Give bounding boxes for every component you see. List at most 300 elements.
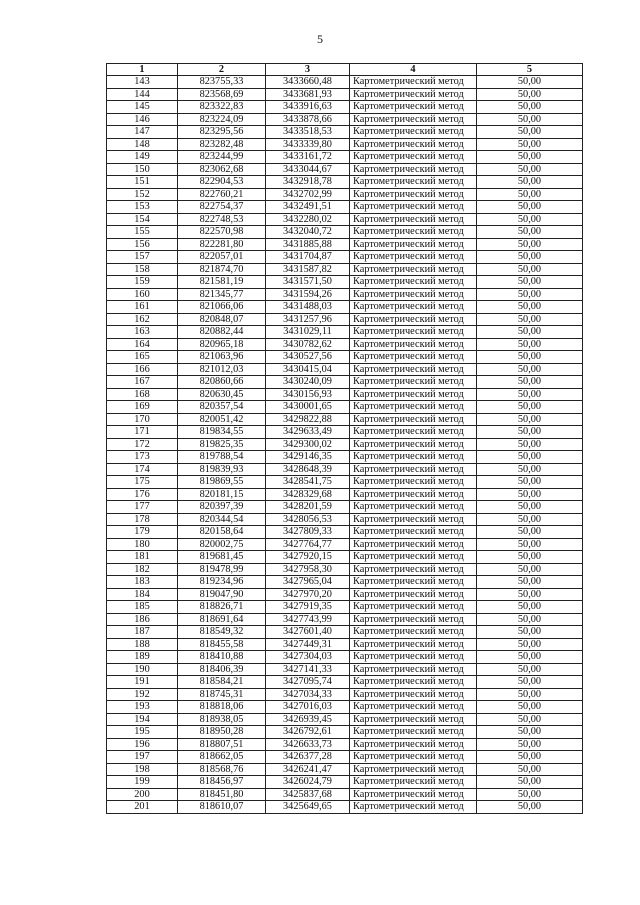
y-coordinate: 3430001,65 <box>266 401 350 414</box>
accuracy-cell: 50,00 <box>477 126 583 139</box>
accuracy-cell: 50,00 <box>477 451 583 464</box>
table-row <box>107 188 583 201</box>
method-cell: Картометрический метод <box>350 251 477 264</box>
x-coordinate: 819478,99 <box>178 563 266 576</box>
accuracy-cell: 50,00 <box>477 463 583 476</box>
method-cell: Картометрический метод <box>350 788 477 801</box>
method-cell: Картометрический метод <box>350 401 477 414</box>
x-coordinate: 819834,55 <box>178 426 266 439</box>
accuracy-cell: 50,00 <box>477 751 583 764</box>
y-coordinate: 3431029,11 <box>266 326 350 339</box>
y-coordinate: 3431704,87 <box>266 251 350 264</box>
method-cell: Картометрический метод <box>350 101 477 114</box>
y-coordinate: 3427743,99 <box>266 613 350 626</box>
accuracy-cell: 50,00 <box>477 88 583 101</box>
method-cell: Картометрический метод <box>350 688 477 701</box>
method-cell: Картометрический метод <box>350 426 477 439</box>
table-row <box>107 488 583 501</box>
y-coordinate: 3431594,26 <box>266 288 350 301</box>
accuracy-cell: 50,00 <box>477 351 583 364</box>
point-number: 144 <box>107 88 178 101</box>
table-row <box>107 351 583 364</box>
table-row <box>107 226 583 239</box>
point-number: 195 <box>107 726 178 739</box>
point-number: 173 <box>107 451 178 464</box>
method-cell: Картометрический метод <box>350 138 477 151</box>
header-col-5: 5 <box>477 64 583 76</box>
point-number: 199 <box>107 776 178 789</box>
x-coordinate: 822754,37 <box>178 201 266 214</box>
method-cell: Картометрический метод <box>350 88 477 101</box>
x-coordinate: 823282,48 <box>178 138 266 151</box>
y-coordinate: 3427920,15 <box>266 551 350 564</box>
x-coordinate: 819234,96 <box>178 576 266 589</box>
method-cell: Картометрический метод <box>350 176 477 189</box>
method-cell: Картометрический метод <box>350 476 477 489</box>
point-number: 196 <box>107 738 178 751</box>
y-coordinate: 3431587,82 <box>266 263 350 276</box>
method-cell: Картометрический метод <box>350 713 477 726</box>
table-row <box>107 251 583 264</box>
point-number: 145 <box>107 101 178 114</box>
y-coordinate: 3427965,04 <box>266 576 350 589</box>
method-cell: Картометрический метод <box>350 613 477 626</box>
x-coordinate: 820965,18 <box>178 338 266 351</box>
accuracy-cell: 50,00 <box>477 326 583 339</box>
accuracy-cell: 50,00 <box>477 551 583 564</box>
table-row <box>107 363 583 376</box>
point-number: 191 <box>107 676 178 689</box>
y-coordinate: 3428648,39 <box>266 463 350 476</box>
method-cell: Картометрический метод <box>350 576 477 589</box>
accuracy-cell: 50,00 <box>477 488 583 501</box>
point-number: 190 <box>107 663 178 676</box>
table-row <box>107 238 583 251</box>
method-cell: Картометрический метод <box>350 376 477 389</box>
point-number: 148 <box>107 138 178 151</box>
table-row <box>107 651 583 664</box>
x-coordinate: 821012,03 <box>178 363 266 376</box>
y-coordinate: 3432702,99 <box>266 188 350 201</box>
accuracy-cell: 50,00 <box>477 138 583 151</box>
accuracy-cell: 50,00 <box>477 188 583 201</box>
method-cell: Картометрический метод <box>350 226 477 239</box>
y-coordinate: 3426024,79 <box>266 776 350 789</box>
method-cell: Картометрический метод <box>350 501 477 514</box>
method-cell: Картометрический метод <box>350 488 477 501</box>
table-row <box>107 213 583 226</box>
point-number: 147 <box>107 126 178 139</box>
table-row <box>107 563 583 576</box>
point-number: 182 <box>107 563 178 576</box>
y-coordinate: 3433878,66 <box>266 113 350 126</box>
y-coordinate: 3431257,96 <box>266 313 350 326</box>
x-coordinate: 818584,21 <box>178 676 266 689</box>
y-coordinate: 3431571,50 <box>266 276 350 289</box>
y-coordinate: 3432918,78 <box>266 176 350 189</box>
method-cell: Картометрический метод <box>350 76 477 89</box>
point-number: 177 <box>107 501 178 514</box>
table-row <box>107 276 583 289</box>
accuracy-cell: 50,00 <box>477 776 583 789</box>
accuracy-cell: 50,00 <box>477 301 583 314</box>
accuracy-cell: 50,00 <box>477 151 583 164</box>
x-coordinate: 821345,77 <box>178 288 266 301</box>
point-number: 164 <box>107 338 178 351</box>
point-number: 155 <box>107 226 178 239</box>
accuracy-cell: 50,00 <box>477 501 583 514</box>
method-cell: Картометрический метод <box>350 188 477 201</box>
accuracy-cell: 50,00 <box>477 163 583 176</box>
x-coordinate: 820882,44 <box>178 326 266 339</box>
point-number: 151 <box>107 176 178 189</box>
point-number: 187 <box>107 626 178 639</box>
x-coordinate: 818807,51 <box>178 738 266 751</box>
method-cell: Картометрический метод <box>350 238 477 251</box>
header-row <box>107 64 583 76</box>
table-row <box>107 101 583 114</box>
accuracy-cell: 50,00 <box>477 263 583 276</box>
method-cell: Картометрический метод <box>350 526 477 539</box>
accuracy-cell: 50,00 <box>477 513 583 526</box>
table-header <box>107 64 583 76</box>
x-coordinate: 823244,99 <box>178 151 266 164</box>
method-cell: Картометрический метод <box>350 413 477 426</box>
x-coordinate: 818950,28 <box>178 726 266 739</box>
x-coordinate: 818745,31 <box>178 688 266 701</box>
accuracy-cell: 50,00 <box>477 276 583 289</box>
accuracy-cell: 50,00 <box>477 338 583 351</box>
point-number: 189 <box>107 651 178 664</box>
point-number: 197 <box>107 751 178 764</box>
x-coordinate: 820397,39 <box>178 501 266 514</box>
table-row <box>107 738 583 751</box>
point-number: 156 <box>107 238 178 251</box>
method-cell: Картометрический метод <box>350 126 477 139</box>
y-coordinate: 3433681,93 <box>266 88 350 101</box>
x-coordinate: 822748,53 <box>178 213 266 226</box>
table-row <box>107 476 583 489</box>
page-number: 5 <box>317 32 323 46</box>
accuracy-cell: 50,00 <box>477 801 583 814</box>
y-coordinate: 3427016,03 <box>266 701 350 714</box>
x-coordinate: 821063,96 <box>178 351 266 364</box>
method-cell: Картометрический метод <box>350 263 477 276</box>
point-number: 166 <box>107 363 178 376</box>
method-cell: Картометрический метод <box>350 463 477 476</box>
point-number: 175 <box>107 476 178 489</box>
point-number: 183 <box>107 576 178 589</box>
method-cell: Картометрический метод <box>350 726 477 739</box>
accuracy-cell: 50,00 <box>477 476 583 489</box>
x-coordinate: 823224,09 <box>178 113 266 126</box>
table-row <box>107 663 583 676</box>
table-row <box>107 163 583 176</box>
table-row <box>107 126 583 139</box>
table-row <box>107 438 583 451</box>
x-coordinate: 819788,54 <box>178 451 266 464</box>
point-number: 163 <box>107 326 178 339</box>
y-coordinate: 3430527,56 <box>266 351 350 364</box>
y-coordinate: 3431488,03 <box>266 301 350 314</box>
y-coordinate: 3433518,53 <box>266 126 350 139</box>
method-cell: Картометрический метод <box>350 738 477 751</box>
point-number: 172 <box>107 438 178 451</box>
point-number: 152 <box>107 188 178 201</box>
x-coordinate: 818455,58 <box>178 638 266 651</box>
table-row <box>107 451 583 464</box>
method-cell: Картометрический метод <box>350 626 477 639</box>
method-cell: Картометрический метод <box>350 451 477 464</box>
y-coordinate: 3426792,61 <box>266 726 350 739</box>
x-coordinate: 821066,06 <box>178 301 266 314</box>
accuracy-cell: 50,00 <box>477 576 583 589</box>
table-row <box>107 426 583 439</box>
y-coordinate: 3425649,65 <box>266 801 350 814</box>
method-cell: Картометрический метод <box>350 763 477 776</box>
y-coordinate: 3426633,73 <box>266 738 350 751</box>
x-coordinate: 823295,56 <box>178 126 266 139</box>
x-coordinate: 821581,19 <box>178 276 266 289</box>
accuracy-cell: 50,00 <box>477 601 583 614</box>
y-coordinate: 3429300,02 <box>266 438 350 451</box>
point-number: 176 <box>107 488 178 501</box>
x-coordinate: 818406,39 <box>178 663 266 676</box>
y-coordinate: 3430156,93 <box>266 388 350 401</box>
y-coordinate: 3427304,03 <box>266 651 350 664</box>
point-number: 153 <box>107 201 178 214</box>
table-row <box>107 113 583 126</box>
x-coordinate: 823322,83 <box>178 101 266 114</box>
table-row <box>107 138 583 151</box>
x-coordinate: 820158,64 <box>178 526 266 539</box>
accuracy-cell: 50,00 <box>477 638 583 651</box>
accuracy-cell: 50,00 <box>477 651 583 664</box>
point-number: 170 <box>107 413 178 426</box>
y-coordinate: 3427919,35 <box>266 601 350 614</box>
method-cell: Картометрический метод <box>350 601 477 614</box>
method-cell: Картометрический метод <box>350 701 477 714</box>
x-coordinate: 818938,05 <box>178 713 266 726</box>
method-cell: Картометрический метод <box>350 301 477 314</box>
x-coordinate: 818568,76 <box>178 763 266 776</box>
x-coordinate: 823755,33 <box>178 76 266 89</box>
x-coordinate: 818818,06 <box>178 701 266 714</box>
table-row <box>107 401 583 414</box>
point-number: 192 <box>107 688 178 701</box>
method-cell: Картометрический метод <box>350 163 477 176</box>
point-number: 143 <box>107 76 178 89</box>
point-number: 185 <box>107 601 178 614</box>
x-coordinate: 822904,53 <box>178 176 266 189</box>
header-col-3: 3 <box>266 64 350 76</box>
method-cell: Картометрический метод <box>350 638 477 651</box>
x-coordinate: 819839,93 <box>178 463 266 476</box>
y-coordinate: 3427764,77 <box>266 538 350 551</box>
point-number: 186 <box>107 613 178 626</box>
table-row <box>107 201 583 214</box>
point-number: 198 <box>107 763 178 776</box>
x-coordinate: 819681,45 <box>178 551 266 564</box>
accuracy-cell: 50,00 <box>477 313 583 326</box>
table-row <box>107 763 583 776</box>
accuracy-cell: 50,00 <box>477 101 583 114</box>
accuracy-cell: 50,00 <box>477 251 583 264</box>
method-cell: Картометрический метод <box>350 588 477 601</box>
point-number: 184 <box>107 588 178 601</box>
y-coordinate: 3430415,04 <box>266 363 350 376</box>
point-number: 159 <box>107 276 178 289</box>
y-coordinate: 3433916,63 <box>266 101 350 114</box>
table-row <box>107 513 583 526</box>
method-cell: Картометрический метод <box>350 538 477 551</box>
y-coordinate: 3429633,49 <box>266 426 350 439</box>
y-coordinate: 3433044,67 <box>266 163 350 176</box>
accuracy-cell: 50,00 <box>477 701 583 714</box>
accuracy-cell: 50,00 <box>477 213 583 226</box>
table-row <box>107 313 583 326</box>
table-row <box>107 601 583 614</box>
x-coordinate: 820848,07 <box>178 313 266 326</box>
table-row <box>107 638 583 651</box>
accuracy-cell: 50,00 <box>477 726 583 739</box>
x-coordinate: 818451,80 <box>178 788 266 801</box>
x-coordinate: 820051,42 <box>178 413 266 426</box>
table-row <box>107 701 583 714</box>
point-number: 200 <box>107 788 178 801</box>
table-row <box>107 288 583 301</box>
point-number: 146 <box>107 113 178 126</box>
point-number: 201 <box>107 801 178 814</box>
accuracy-cell: 50,00 <box>477 438 583 451</box>
point-number: 194 <box>107 713 178 726</box>
header-col-1: 1 <box>107 64 178 76</box>
table-row <box>107 801 583 814</box>
y-coordinate: 3430240,09 <box>266 376 350 389</box>
method-cell: Картометрический метод <box>350 288 477 301</box>
point-number: 161 <box>107 301 178 314</box>
x-coordinate: 818549,32 <box>178 626 266 639</box>
x-coordinate: 819869,55 <box>178 476 266 489</box>
method-cell: Картометрический метод <box>350 201 477 214</box>
accuracy-cell: 50,00 <box>477 676 583 689</box>
table-row <box>107 788 583 801</box>
x-coordinate: 822057,01 <box>178 251 266 264</box>
y-coordinate: 3427034,33 <box>266 688 350 701</box>
method-cell: Картометрический метод <box>350 388 477 401</box>
point-number: 188 <box>107 638 178 651</box>
method-cell: Картометрический метод <box>350 776 477 789</box>
y-coordinate: 3431885,88 <box>266 238 350 251</box>
y-coordinate: 3428541,75 <box>266 476 350 489</box>
point-number: 178 <box>107 513 178 526</box>
method-cell: Картометрический метод <box>350 276 477 289</box>
table-row <box>107 326 583 339</box>
method-cell: Картометрический метод <box>350 551 477 564</box>
point-number: 158 <box>107 263 178 276</box>
x-coordinate: 823568,69 <box>178 88 266 101</box>
table-row <box>107 413 583 426</box>
y-coordinate: 3432491,51 <box>266 201 350 214</box>
y-coordinate: 3426939,45 <box>266 713 350 726</box>
table-row <box>107 776 583 789</box>
x-coordinate: 820860,66 <box>178 376 266 389</box>
accuracy-cell: 50,00 <box>477 376 583 389</box>
y-coordinate: 3426377,28 <box>266 751 350 764</box>
method-cell: Картометрический метод <box>350 438 477 451</box>
accuracy-cell: 50,00 <box>477 588 583 601</box>
y-coordinate: 3427601,40 <box>266 626 350 639</box>
y-coordinate: 3433161,72 <box>266 151 350 164</box>
method-cell: Картометрический метод <box>350 651 477 664</box>
x-coordinate: 820002,75 <box>178 538 266 551</box>
point-number: 174 <box>107 463 178 476</box>
table-row <box>107 301 583 314</box>
header-col-4: 4 <box>350 64 477 76</box>
table-row <box>107 463 583 476</box>
x-coordinate: 823062,68 <box>178 163 266 176</box>
accuracy-cell: 50,00 <box>477 788 583 801</box>
x-coordinate: 818826,71 <box>178 601 266 614</box>
x-coordinate: 822281,80 <box>178 238 266 251</box>
method-cell: Картометрический метод <box>350 351 477 364</box>
method-cell: Картометрический метод <box>350 326 477 339</box>
point-number: 154 <box>107 213 178 226</box>
x-coordinate: 818456,97 <box>178 776 266 789</box>
x-coordinate: 822760,21 <box>178 188 266 201</box>
x-coordinate: 819825,35 <box>178 438 266 451</box>
x-coordinate: 818610,07 <box>178 801 266 814</box>
x-coordinate: 819047,90 <box>178 588 266 601</box>
point-number: 149 <box>107 151 178 164</box>
accuracy-cell: 50,00 <box>477 688 583 701</box>
x-coordinate: 820357,54 <box>178 401 266 414</box>
point-number: 179 <box>107 526 178 539</box>
method-cell: Картометрический метод <box>350 801 477 814</box>
point-number: 168 <box>107 388 178 401</box>
method-cell: Картометрический метод <box>350 313 477 326</box>
y-coordinate: 3428056,53 <box>266 513 350 526</box>
accuracy-cell: 50,00 <box>477 401 583 414</box>
accuracy-cell: 50,00 <box>477 238 583 251</box>
point-number: 157 <box>107 251 178 264</box>
accuracy-cell: 50,00 <box>477 413 583 426</box>
table-row <box>107 726 583 739</box>
y-coordinate: 3430782,62 <box>266 338 350 351</box>
point-number: 150 <box>107 163 178 176</box>
y-coordinate: 3427095,74 <box>266 676 350 689</box>
table-row <box>107 751 583 764</box>
table-row <box>107 338 583 351</box>
method-cell: Картометрический метод <box>350 363 477 376</box>
y-coordinate: 3433339,80 <box>266 138 350 151</box>
table-row <box>107 713 583 726</box>
table-row <box>107 688 583 701</box>
coordinates-table <box>106 63 583 814</box>
y-coordinate: 3427809,33 <box>266 526 350 539</box>
accuracy-cell: 50,00 <box>477 226 583 239</box>
method-cell: Картометрический метод <box>350 151 477 164</box>
x-coordinate: 818662,05 <box>178 751 266 764</box>
table-row <box>107 613 583 626</box>
y-coordinate: 3429822,88 <box>266 413 350 426</box>
table-body <box>107 76 583 814</box>
x-coordinate: 822570,98 <box>178 226 266 239</box>
point-number: 181 <box>107 551 178 564</box>
accuracy-cell: 50,00 <box>477 526 583 539</box>
accuracy-cell: 50,00 <box>477 613 583 626</box>
y-coordinate: 3428329,68 <box>266 488 350 501</box>
